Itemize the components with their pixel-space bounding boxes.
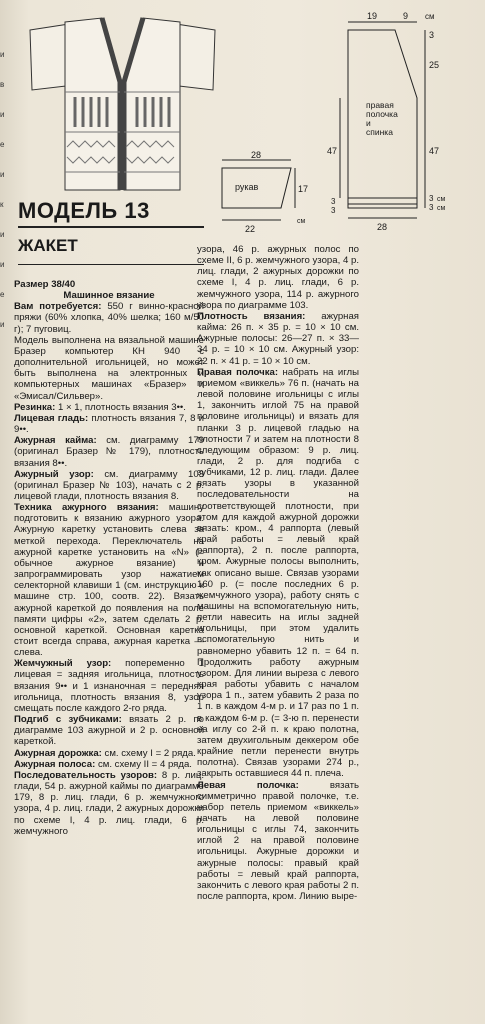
- paragraph-text: плотность вязания 7, 8 и 9••.: [14, 412, 204, 436]
- paragraph-heading: Левая полочка:: [197, 779, 299, 791]
- schema-bottom-3a: 3: [331, 197, 336, 206]
- front-label-line-2: полочка: [366, 109, 398, 119]
- schema-unit-right-b: см: [437, 205, 446, 212]
- paragraph-heading: Правая полочка:: [197, 366, 279, 378]
- paragraph-text: 550 г винно-красной пряжи (60% хлопка, 40% шелка; 160 м/50 г); 7 пуговиц.: [14, 301, 204, 335]
- paragraph: [197, 780, 359, 903]
- schema-dim-bottom: 28: [377, 222, 388, 232]
- paragraph-text: см. диаграмму 179 (оригинал Бразер № 179), плотность вязания 8••.: [14, 435, 204, 469]
- paragraph-heading: Размер 38/40: [14, 279, 76, 290]
- garment-name: ЖАКЕТ: [18, 236, 78, 255]
- schema-unit-top: см: [425, 12, 435, 21]
- paragraph-heading: Подгиб с зубчиками:: [14, 714, 122, 726]
- paragraph-text: попеременно 1 лицевая = задняя игольница, плотность вязания 9•• и 1 изнаночная = передняя игольница, плотность вязания 8, узор смещать после каждого 2-го ряда.: [14, 658, 204, 714]
- title-divider: [18, 226, 204, 228]
- schema-dim-right-3: 3: [429, 194, 434, 203]
- schema-sleeve-top: 28: [251, 150, 262, 160]
- paragraph: [14, 770, 204, 837]
- paragraph: [14, 658, 204, 714]
- schema-dim-right-4: 3: [429, 203, 434, 212]
- schema-dim-left: 47: [327, 146, 338, 156]
- paragraph-heading: Жемчужный узор:: [14, 658, 112, 670]
- paragraph: [14, 748, 204, 759]
- paragraph: [14, 279, 204, 290]
- paragraph-text: узора, 46 р. ажурных полос по схеме II, 6 р. жемчужного узора, 4 р. лиц. глади, 2 ажурных дорожки по схеме I, 4 р. лиц. глади, 6 р. жемчужного узора, 114 р. ажурного узора по диаграмме 103.: [197, 244, 359, 311]
- paragraph-text: 8 р. лиц. глади, 54 р. ажурной каймы по диаграмме 179, 8 р. лиц. глади, 6 р. жемчужного узора, 4 р. лиц. глади, 2 ажурных дорожки по схеме I, 4 р. лиц. глади, 6 р. жемчужного: [14, 769, 205, 837]
- paragraph-heading: Ажурная кайма:: [14, 435, 97, 447]
- schema-dim-right-1: 25: [429, 60, 440, 70]
- paragraph: [14, 435, 204, 468]
- paragraph: [197, 244, 359, 311]
- paragraph: [14, 469, 204, 502]
- front-label-line-4: спинка: [366, 127, 393, 137]
- paragraph-text: Модель выполнена на вязальной машине Бразер компьютер КН 940 с дополнительной игольницей, но может быть выполнена на электронных и компьютерных машинах «Бразер» и «Эмисал/Сильвер».: [14, 334, 204, 402]
- model-title: МОДЕЛЬ 13: [18, 198, 150, 223]
- paragraph: [14, 714, 204, 747]
- paragraph-heading: Вам потребуется:: [14, 301, 102, 313]
- schema-bottom-3b: 3: [331, 206, 336, 215]
- paragraph-text: см. диаграмму 103 (оригинал Бразер № 103), начать с 2 р. лицевой глади, плотность вязания 8.: [14, 468, 204, 502]
- schema-sleeve-bottom: 22: [245, 224, 256, 234]
- schema-sleeve-height: 17: [298, 184, 309, 194]
- schema-dim-top-left: 19: [367, 11, 378, 21]
- schema-sleeve-label: рукав: [235, 182, 259, 192]
- schema-unit-right-a: см: [437, 196, 446, 203]
- subtitle-divider: [18, 264, 204, 265]
- paragraph: [197, 367, 359, 780]
- paragraph: [14, 301, 204, 334]
- margin-edge-text: и в и е и к и и е и: [0, 50, 5, 329]
- paragraph: [14, 402, 204, 413]
- schema-dim-right-0: 3: [429, 30, 435, 40]
- paragraph-text: машину подготовить к вязанию ажурного узора. Ажурную каретку установить слева за меткой перехода. Переключатель на ажурной каретке установить на «N» (= обычное ажурное вязание) и запрограммировать узор нажатием селекторной клавиши 1 (см. инструкцию к машине стр. 100, соотв. 22). Вязать ажурной кареткой до появления на поле памяти цифры «2», затем сделать 2 р. основной кареткой. Основная каретка стоит всегда справа, ажурная каретка — слева.: [14, 502, 204, 659]
- paragraph: [14, 759, 204, 770]
- paragraph: [14, 290, 204, 301]
- paragraph: [197, 311, 359, 367]
- front-label-line-3: и: [366, 118, 371, 128]
- paragraph-heading: Резинка:: [14, 401, 56, 413]
- paragraph-text: см. схему I = 2 ряда.: [101, 747, 196, 759]
- pattern-schema: [205, 8, 485, 238]
- jacket-illustration: [20, 12, 225, 192]
- paragraph-heading: Техника ажурного вязания:: [14, 502, 159, 514]
- instructions-left-column: [14, 279, 204, 837]
- paragraph-text: 1 × 1, плотность вязания 3••.: [55, 401, 186, 413]
- schema-dim-top-right: 9: [403, 11, 409, 21]
- paragraph-text: вязать симметрично правой полочке, т.е. набор петель приемом «виккель» начать на левой половине игольницы с иглы 74, закончить иглой 2 на правой половине игольницы. Ажурные дорожки и ажурные полосы: правый край работы = левый край раппорта, закончить с левого края работы 2 п. после раппорта, кром. Линию выре-: [197, 779, 359, 903]
- paragraph: [14, 413, 204, 435]
- paragraph-heading: Машинное вязание: [63, 290, 155, 302]
- schema-sleeve-unit: см: [297, 218, 306, 225]
- paragraph-heading: Ажурный узор:: [14, 468, 94, 480]
- paragraph-text: см. схему II = 4 ряда.: [95, 758, 192, 770]
- paragraph-text: набрать на иглы приемом «виккель» 76 п. (начать на левой половине игольницы с иглы 1, закончить иглой 75 на правой половине игольницы) и вязать для планки 3 р. лицевой гладью на плотности 7 и затем на плотности 8 следующим образом: 9 р. лиц. глади, 2 р. для подгиба с зубчиками, 12 р. лиц. глади. Далее вязать узоры в указанной последовательности на соответствующей плотности, при этом для каждой ажурной дорожки вязать: кром., 4 раппорта (левый край работы = левый край раппорта), 2 п. после раппорта, кром. Ажурные полосы выполнить, как описано выше. Связав узорами 160 р. (= после последних 6 р. жемчужного узора), работу снять с машины на вспомогательную нить, петли навесить на иглы задней игольницы, при этом удалить вспомогательную нить и равномерно убавить 12 п. = 64 п. Продолжить работу ажурным узором. Для линии выреза с левого края работы убавить с началом узора 1 п., затем убавить 2 раза по 1 п. в каждом 4-м р. и 17 раз по 1 п. в каждом 6-м р. (= 3-ю п. перенести на иглу со 2-й п. к краю полотна, затем двухигольным деккером обе крайние петли перенести внутрь полотна). Связав узорами 274 р., закрыть оставшиеся 44 п. плеча.: [197, 366, 359, 780]
- paragraph-heading: Ажурная дорожка:: [14, 747, 102, 759]
- paragraph-text: ажурная кайма: 26 п. × 35 р. = 10 × 10 см. Ажурные полосы: 26—27 п. × 33—34 р. = 10 × 10 см. Ажурный узор: 22 п. × 41 р. = 10 × 10 см.: [197, 310, 359, 367]
- paragraph-heading: Последовательность узоров:: [14, 769, 158, 781]
- paragraph-text: вязать 2 р. по диаграмме 103 ажурной и 2 р. основной кареткой.: [14, 714, 204, 748]
- schema-dim-right-2: 47: [429, 146, 440, 156]
- schema-front-label: [366, 100, 400, 137]
- paragraph-heading: Ажурная полоса:: [14, 758, 96, 770]
- instructions-right-column: [197, 244, 359, 902]
- paragraph-heading: Плотность вязания:: [197, 310, 306, 322]
- front-label-line-1: правая: [366, 100, 394, 110]
- paragraph-heading: Лицевая гладь:: [14, 412, 89, 424]
- paragraph: [14, 502, 204, 658]
- paragraph: [14, 335, 204, 402]
